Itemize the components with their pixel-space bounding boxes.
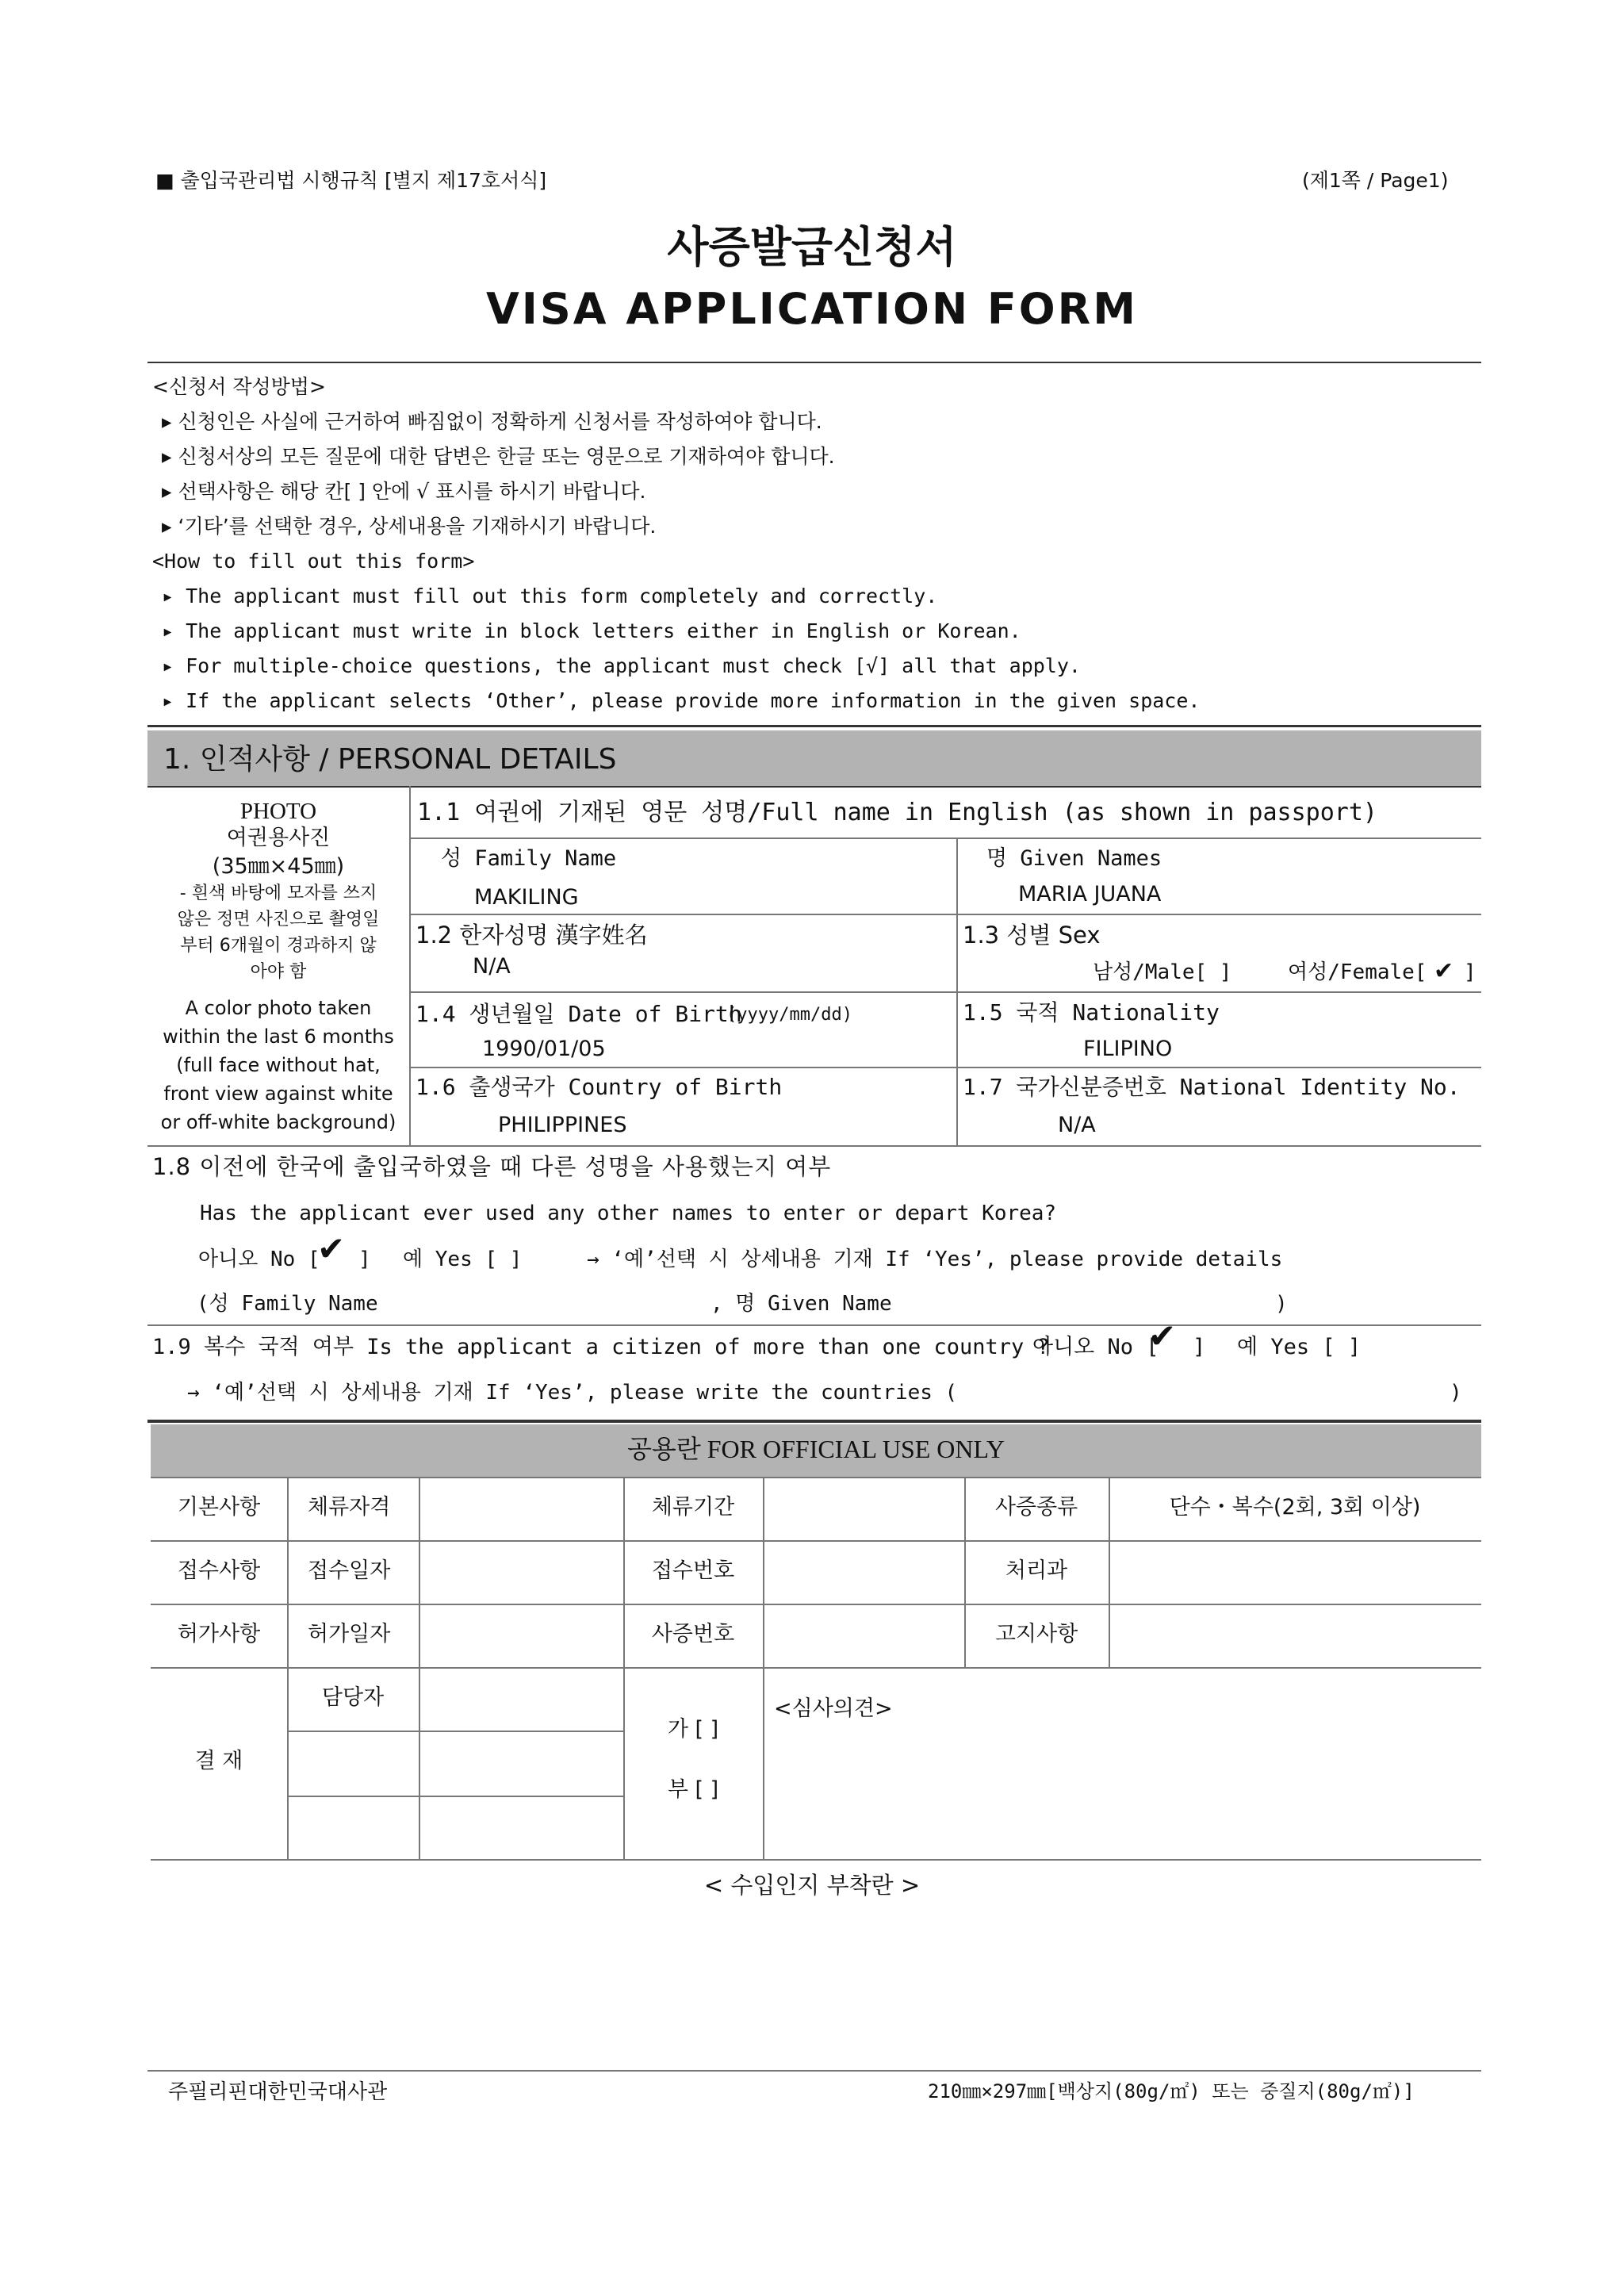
q1-9-no-check-icon: ✔ — [1148, 1317, 1177, 1355]
section1-heading: 1. 인적사항 / PERSONAL DETAILS — [163, 743, 617, 776]
given-names-label: 명 Given Names — [986, 846, 1162, 871]
q1-8-no-option[interactable]: 아니오 No [ — [198, 1248, 320, 1271]
official-visa-number-label: 사증번호 — [651, 1622, 735, 1646]
q1-8-details-prompt: → ‘예’선택 시 상세내용 기재 If ‘Yes’, please provide details — [587, 1248, 1283, 1271]
q1-7-value[interactable]: N/A — [1058, 1113, 1096, 1137]
q1-3-female-bracket: ] — [1464, 960, 1477, 984]
q1-2-value[interactable]: N/A — [473, 954, 511, 979]
official-officer-label: 담당자 — [321, 1685, 385, 1710]
q1-8-no-check-icon: ✔ — [317, 1229, 346, 1268]
instruction-ko-2: ▸ 신청서상의 모든 질문에 대한 답변은 한글 또는 영문으로 기재하여야 합니다. — [162, 445, 835, 468]
q1-8-no-bracket: ] — [358, 1248, 371, 1271]
official-visa-type-value: 단수・복수(2회, 3회 이상) — [1169, 1495, 1421, 1520]
official-heading-text: 공용란 FOR OFFICIAL USE ONLY — [627, 1435, 1005, 1463]
revenue-stamp-area: < 수입인지 부착란 > — [703, 1872, 921, 1899]
photo-en-note-4: front view against white — [163, 1083, 393, 1105]
photo-ko-note-3: 부터 6개월이 경과하지 않 — [180, 936, 377, 956]
footer-embassy: 주필리핀대한민국대사관 — [168, 2080, 388, 2104]
title-korean: 사증발급신청서 — [667, 222, 957, 272]
official-processing-dept-label: 처리과 — [1005, 1558, 1068, 1583]
family-name-label: 성 Family Name — [441, 846, 617, 871]
q1-9-no-bracket: ] — [1193, 1335, 1206, 1359]
q1-2-label: 1.2 한자성명 漢字姓名 — [416, 922, 648, 949]
photo-ko-title: 여권용사진 — [226, 826, 331, 850]
page-number: (제1쪽 / Page1) — [1302, 169, 1449, 192]
photo-en-note-3: (full face without hat, — [176, 1054, 381, 1076]
q1-3-label: 1.3 성별 Sex — [963, 922, 1101, 949]
q1-5-value[interactable]: FILIPINO — [1083, 1037, 1173, 1061]
q1-8-english: Has the applicant ever used any other names to enter or depart Korea? — [200, 1202, 1057, 1225]
photo-ko-note-2: 않은 정면 사진으로 촬영일 — [177, 910, 380, 930]
q1-4-label: 1.4 생년월일 Date of Birth — [416, 1001, 742, 1027]
q1-6-value[interactable]: PHILIPPINES — [498, 1113, 627, 1137]
q1-3-male-option[interactable]: 남성/Male[ ] — [1093, 960, 1232, 984]
family-name-value[interactable]: MAKILING — [474, 885, 579, 910]
official-permit-info: 허가사항 — [177, 1622, 261, 1646]
official-permit-date-label: 허가일자 — [308, 1622, 391, 1646]
official-stay-period-label: 체류기간 — [651, 1495, 735, 1520]
photo-title: PHOTO — [239, 799, 317, 824]
q1-7-label: 1.7 국가신분증번호 National Identity No. — [963, 1074, 1461, 1100]
q1-6-label: 1.6 출생국가 Country of Birth — [416, 1074, 783, 1100]
q1-9-details-prompt: → ‘예’선택 시 상세내용 기재 If ‘Yes’, please write the countries ( — [187, 1381, 958, 1405]
given-names-value[interactable]: MARIA JUANA — [1018, 882, 1162, 907]
photo-ko-note-1: - 흰색 바탕에 모자를 쓰지 — [179, 884, 377, 903]
instructions-en-heading: <How to fill out this form> — [152, 550, 475, 573]
official-heading — [151, 1435, 1481, 1463]
official-basic-info: 기본사항 — [177, 1495, 261, 1520]
instruction-en-4: ▸ If the applicant selects ‘Other’, please provide more information in the given space. — [162, 689, 1201, 712]
photo-size: (35㎜×45㎜) — [212, 854, 345, 879]
photo-ko-note-4: 아야 함 — [250, 962, 307, 982]
official-receipt-date-label: 접수일자 — [308, 1558, 391, 1583]
official-notice-label: 고지사항 — [994, 1622, 1078, 1646]
official-receipt-info: 접수사항 — [177, 1558, 261, 1583]
q1-4-value[interactable]: 1990/01/05 — [482, 1037, 606, 1061]
regulation-label: ■ 출입국관리법 시행규칙 [별지 제17호서식] — [155, 169, 547, 192]
instruction-en-1: ▸ The applicant must fill out this form completely and correctly. — [162, 585, 938, 608]
q1-4-format: (yyyy/mm/dd) — [726, 1005, 852, 1025]
photo-en-note-5: or off-white background) — [160, 1111, 396, 1133]
official-visa-type-label: 사증종류 — [994, 1495, 1078, 1520]
female-check-icon: ✔ — [1434, 957, 1454, 985]
q1-8-given-name-label: , 명 Given Name — [710, 1292, 892, 1316]
instructions-ko-heading: <신청서 작성방법> — [152, 375, 326, 398]
photo-en-note-1: A color photo taken — [185, 997, 372, 1019]
instruction-ko-1: ▸ 신청인은 사실에 근거하여 빠짐없이 정확하게 신청서를 작성하여야 합니다. — [162, 410, 822, 433]
official-review-opinion-label: <심사의견> — [774, 1696, 893, 1721]
q1-9-close-paren: ) — [1450, 1381, 1462, 1405]
instruction-en-3: ▸ For multiple-choice questions, the applicant must check [√] all that apply. — [162, 654, 1081, 677]
q1-1-label: 1.1 여권에 기재된 영문 성명/Full name in English (as shown in passport) — [417, 799, 1377, 826]
q1-8-close-paren: ) — [1275, 1292, 1288, 1316]
q1-8-yes-option[interactable]: 예 Yes [ ] — [403, 1248, 523, 1271]
instruction-ko-3: ▸ 선택사항은 해당 칸[ ] 안에 √ 표시를 하시기 바랍니다. — [162, 480, 646, 503]
q1-9-yes-option[interactable]: 예 Yes [ ] — [1237, 1335, 1362, 1359]
q1-9-label: 1.9 복수 국적 여부 Is the applicant a citizen of more than one country ? — [152, 1335, 1050, 1359]
official-reject-option: 부 [ ] — [667, 1777, 719, 1802]
instruction-ko-4: ▸ ‘기타’를 선택한 경우, 상세내용을 기재하시기 바랍니다. — [162, 515, 657, 538]
title-english: VISA APPLICATION FORM — [486, 284, 1138, 334]
q1-9-no-option[interactable]: 아니오 No [ — [1032, 1335, 1159, 1359]
instruction-en-2: ▸ The applicant must write in block letters either in English or Korean. — [162, 619, 1021, 642]
photo-en-note-2: within the last 6 months — [163, 1025, 394, 1048]
q1-8-family-name-label: (성 Family Name — [197, 1292, 378, 1316]
official-approve-option: 가 [ ] — [667, 1717, 719, 1742]
official-receipt-number-label: 접수번호 — [651, 1558, 735, 1583]
official-approval-label: 결 재 — [194, 1749, 243, 1773]
footer-paper-spec: 210㎜×297㎜[백상지(80g/㎡) 또는 중질지(80g/㎡)] — [928, 2080, 1415, 2102]
q1-5-label: 1.5 국적 Nationality — [963, 999, 1220, 1025]
q1-3-female-option[interactable]: 여성/Female[ — [1288, 960, 1427, 984]
official-status-label: 체류자격 — [308, 1495, 391, 1520]
q1-8-label: 1.8 이전에 한국에 출입국하였을 때 다른 성명을 사용했는지 여부 — [152, 1153, 832, 1180]
